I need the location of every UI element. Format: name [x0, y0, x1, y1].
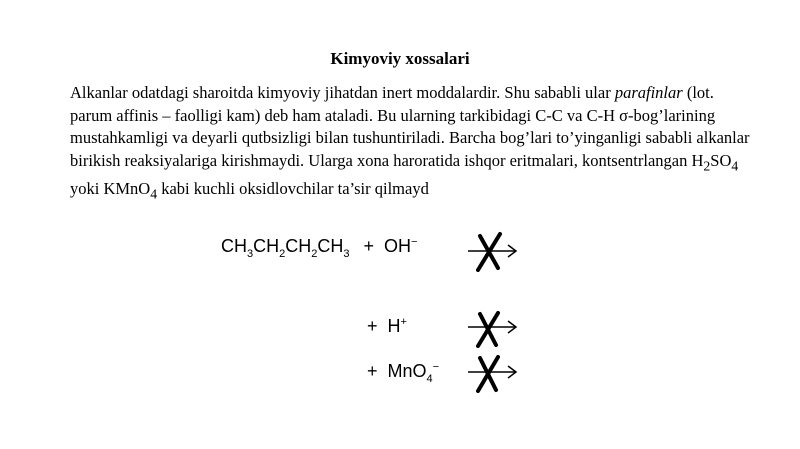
permanganate-formula: MnO$_4$− [387, 361, 440, 385]
page-title: Kimyoviy xossalari [330, 49, 470, 68]
butane-formula: $CH_3CH_2CH_2CH_3$ [221, 236, 350, 260]
reaction-row-proton [367, 316, 407, 337]
no-reaction-arrow-icon [466, 354, 522, 394]
hydroxide-formula: OH− [384, 236, 418, 256]
no-reaction-arrow-icon [466, 230, 522, 272]
plus-sign: + [367, 361, 378, 381]
plus-sign: + [363, 236, 375, 256]
proton-formula: H+ [387, 316, 407, 336]
body-paragraph: Alkanlar odatdagi sharoitda kimyoviy jihatdan inert moddalardir. Shu sababli ular parafinlar (lot. parum affinis – faolligi kam) deb ham ataladi. Bu ularning tarkibidagi C-C va C-H σ-bog’larining mustahkamligi va deyarli qutbsizligi bilan tushuntiriladi. Barcha bog’lari to’yinganligi sababli alkanlar birikish reaksiyalariga kirishmaydi. Ularga xona haroratida ishqor eritmalari, kontsentrlangan $H_2SO_4$ yoki KMnO$_4$ kabi kuchli oksidlovchilar ta’sir qilmayd [70, 83, 750, 201]
reaction-row-permanganate [367, 361, 439, 385]
reaction-row-hydroxide [221, 236, 417, 260]
plus-sign: + [367, 316, 378, 336]
no-reaction-arrow-icon [466, 309, 522, 349]
